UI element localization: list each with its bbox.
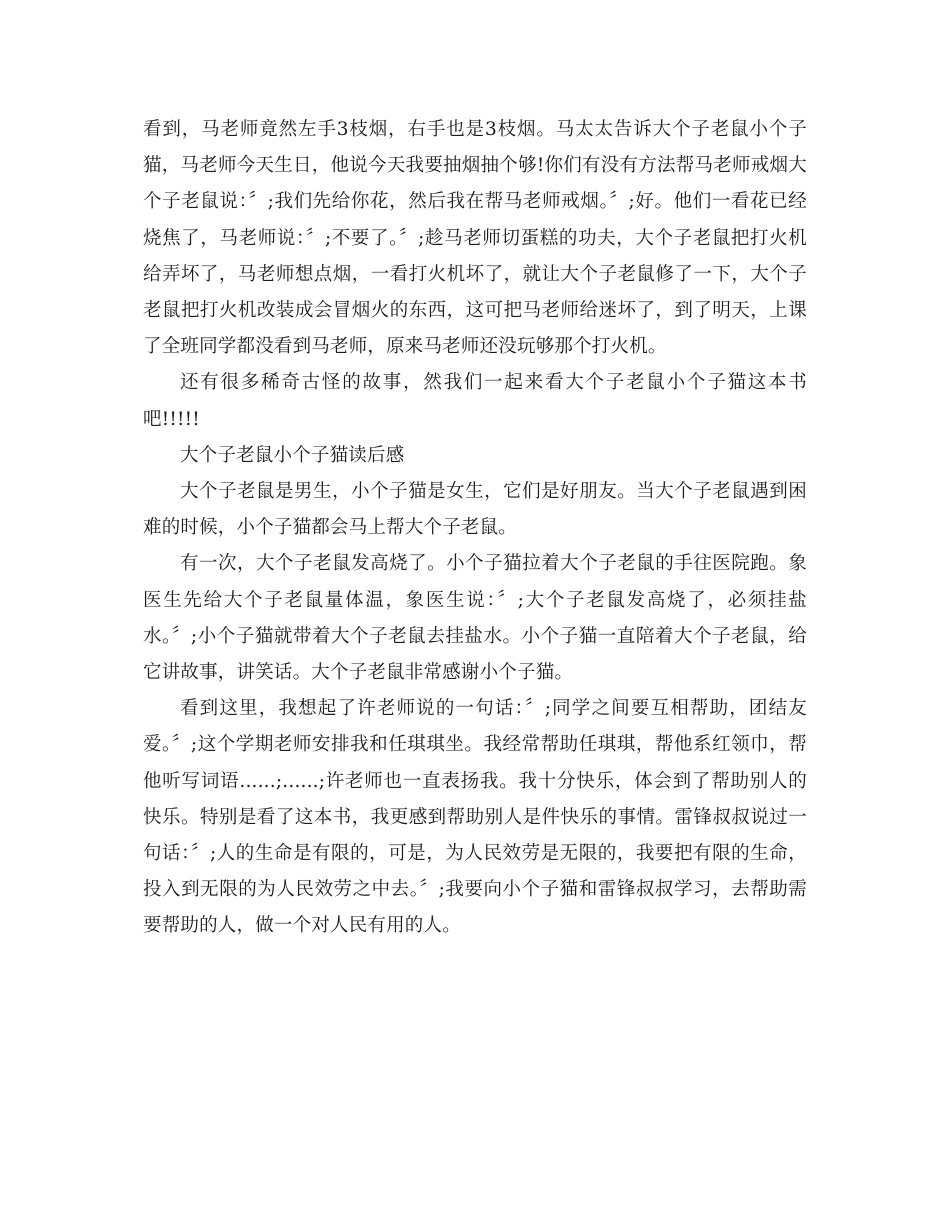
- paragraph-fever-story: 有一次，大个子老鼠发高烧了。小个子猫拉着大个子老鼠的手往医院跑。象医生先给大个子老鼠量体温，象医生说：〞;大个子老鼠发高烧了，必须挂盐水。〞;小个子猫就带着大个子老鼠去挂盐水。小个子猫一直陪着大个子老鼠，给它讲故事，讲笑话。大个子老鼠非常感谢小个子猫。: [143, 553, 807, 684]
- document-page: [143, 112, 807, 945]
- paragraph-friends: 大个子老鼠是男生，小个子猫是女生，它们是好朋友。当大个子老鼠遇到困难的时候，小个子猫都会马上帮大个子老鼠。: [143, 481, 807, 539]
- section-title: 大个子老鼠小个子猫读后感: [180, 444, 405, 466]
- paragraph-reflection: 看到这里，我想起了许老师说的一句话：〞;同学之间要互相帮助，团结友爱。〞;这个学期老师安排我和任琪琪坐。我经常帮助任琪琪，帮他系红领巾，帮他听写词语......;......;许老师也一直表扬我。我十分快乐，体会到了帮助别人的快乐。特别是看了这本书，我更感到帮助别人是件快乐的事情。雷锋叔叔说过一句话：〞;人的生命是有限的，可是，为人民效劳是无限的，我要把有限的生命，投入到无限的为人民效劳之中去。〞;我要向小个子猫和雷锋叔叔学习，去帮助需要帮助的人，做一个对人民有用的人。: [143, 698, 807, 937]
- paragraph-invitation: 还有很多稀奇古怪的故事，然我们一起来看大个子老鼠小个子猫这本书吧!!!!!: [143, 372, 807, 430]
- paragraph-story-continuation: 看到，马老师竟然左手3枝烟，右手也是3枝烟。马太太告诉大个子老鼠小个子猫，马老师今天生日，他说今天我要抽烟抽个够!你们有没有方法帮马老师戒烟大个子老鼠说：〞;我们先给你花，然后我在帮马老师戒烟。〞;好。他们一看花已经烧焦了，马老师说：〞;不要了。〞;趁马老师切蛋糕的功夫，大个子老鼠把打火机给弄坏了，马老师想点烟，一看打火机坏了，就让大个子老鼠修了一下，大个子老鼠把打火机改装成会冒烟火的东西，这可把马老师给迷坏了，到了明天，上课了全班同学都没看到马老师，原来马老师还没玩够那个打火机。: [143, 119, 807, 358]
